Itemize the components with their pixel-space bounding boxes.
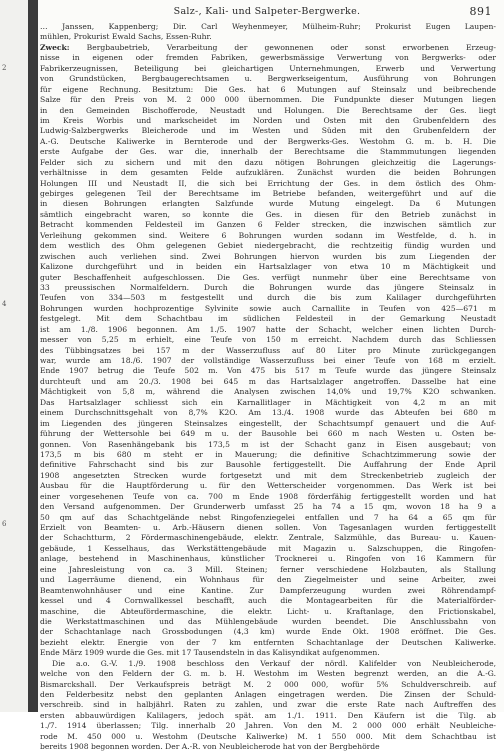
text-line-content: bereits 1908 begonnen worden. Der A.-R. von Neubleicherode hat von der Bergbehörde <box>40 742 380 752</box>
text-line-content: sämtlich eingebracht waren, so konnte die Ges. in diesen für den Betrieb zunächst in <box>40 209 496 219</box>
text-line-content: festgelegt. Mit dem Schachtbau im südlichen Feldesteil in der Gemarkung Neustadt <box>40 314 496 324</box>
text-line-content: zwischen auch verliehen sind. Zwei Bohrungen hiervon wurden bis zum Liegenden der <box>40 251 496 261</box>
text-line <box>40 241 496 251</box>
text-line <box>40 137 496 147</box>
text-line <box>40 586 496 596</box>
text-line-content: Ende 1907 betrug die Teufe 502 m. Von 475 bis 517 m Teufe wurde das jüngere Steinsalz <box>40 366 496 376</box>
margin-mark: 6 <box>2 520 7 528</box>
text-line-content: im Liegenden des jüngeren Steinsalzes eingestellt, der Schachtsumpf genauert und die Auf- <box>40 418 496 428</box>
text-line <box>40 742 496 752</box>
text-line-content: dem westlich des Ohm gelegenen Gebiet niedergebracht, die rechtzeitig fündig wurden und <box>40 241 496 251</box>
text-line-content: welche von den Feldern der G. m. b. H. Westohm im Westen begrenzt werden, an die A.-G. <box>40 669 496 679</box>
text-line <box>40 502 496 512</box>
text-line <box>40 147 496 157</box>
text-line-content: Bohrungen wurden hochprozentige Sylvinite sowie auch Carnallite in Teufen von 425—671 m <box>40 303 496 313</box>
text-line-content: rode M. 450 000 u. Westohm (Deutsche Kaliwerke) M. 1 550 000. Mit dem Schachtbau ist <box>40 731 496 741</box>
text-line-content: Erzielt von Beamten- u. Arb.-Häusern dienen sollen. Von Tagesanlagen wurden fertiggestellt <box>40 523 496 532</box>
text-line <box>40 680 496 690</box>
text-line-content: für eigene Rechnung. Besitztum: Die Ges. hat 6 Mutungen auf Steinsalz und beibrechende <box>40 84 496 94</box>
text-line-content: Ausbau für die Hauptförderung u. für den Wetterscheider vorgenommen. Das Werk ist bei <box>40 481 496 491</box>
text-line <box>40 648 496 658</box>
text-line <box>40 387 496 397</box>
text-line-content: in den Gemeinden Bischofferode, Neustadt und Holungen. Die Berechtsame der Ges. liegt <box>40 105 496 115</box>
text-line <box>40 408 496 418</box>
text-line-content: einem Durchschnittsgehalt von 8,7% K2O. Am 13./4. 1908 wurde das Abteufen bei 680 m <box>40 408 496 418</box>
text-line <box>40 419 496 429</box>
text-line-content: A.-G. Deutsche Kaliwerke in Bernterode und der Bergwerks-Ges. Westohm G. m. b. H. Die <box>40 136 496 146</box>
text-line <box>40 126 496 136</box>
text-line <box>40 189 496 199</box>
text-line <box>40 607 496 617</box>
text-line <box>40 106 496 116</box>
text-line <box>40 356 496 366</box>
text-line-content: Mächtigkeit von 5,8 m, während die Analysen zwischen 14,0% und 19,7% K2O schwanken. <box>40 387 496 397</box>
text-line-content: den Versand aufgenommen. Der Grunderwerb umfasst 25 ha 74 a 15 qm, wovon 18 ha 9 a <box>40 502 496 512</box>
text-line-content: führung der Wettersohle bei 649 m u. der Bausohle bei 660 m nach Westen u. Osten be- <box>40 429 496 439</box>
text-line-content: messer von 5,25 m erhielt, eine Teufe von 150 m erreicht. Nachdem durch das Schliessen <box>40 335 496 345</box>
text-line-content: durchteuft und am 20./3. 1908 bei 645 m das Hartsalzlager angetroffen. Dasselbe hat eine <box>40 376 496 386</box>
text-line <box>40 43 496 53</box>
text-line-content: 33 preussischen Normalfeldern. Durch die Bohrungen wurde das jüngere Steinsalz in <box>40 282 496 292</box>
text-line <box>40 492 496 502</box>
text-line-content: Ludwig-Salzbergwerks Bleicherode und im Westen und Süden mit den Grubenfeldern der <box>40 126 496 136</box>
text-line-content: im Kreis Worbis und markscheidet im Norden und Osten mit den Grubenfeldern des <box>40 115 496 125</box>
text-line-content: Holungen III und Neustadt II, die sich bei Errichtung der Ges. in dem östlich des Ohm- <box>40 178 496 188</box>
text-line <box>40 64 496 74</box>
margin-mark: 2 <box>2 64 7 72</box>
text-line-content: war, wurde am 18./6. 1907 der vollständige Wasserzufluss bei einer Teufe von 168 m erzielt. <box>40 356 496 365</box>
text-line-content: 173,5 m bis 680 m steht er in Mauerung; die definitive Schachtzimmerung sowie der <box>40 449 496 459</box>
text-line-content: gebäude, 1 Kesselhaus, das Werkstättengebäude mit Magazin u. Salzschuppen, die Ringofen- <box>40 543 496 553</box>
text-line-content: den Felderbesitz nebst den geplanten Anlagen eingetragen werden. Die Zinsen der Schuld- <box>40 690 496 699</box>
text-line <box>40 659 496 669</box>
text-line <box>40 513 496 523</box>
text-line <box>40 732 496 742</box>
text-line-content: kessel und 4 Cornwallkessel beschafft, auch die Montagearbeiten für die Materialförder- <box>40 596 496 606</box>
text-line-content: anlage, bestehend in Maschinenhaus, künstlicher Trocknerei u. Ringofen von 16 Kammern für <box>40 554 496 564</box>
text-line-content: Bismarckshall. Der Verkaufspreis beträgt M. 2 000 000, wofür 5% Schuldverschreib. auf <box>40 679 496 689</box>
text-line-content: von Grundstücken, Bergbaugerechtsamen u. Bergwerkseigentum, Ausführung von Bohrungen <box>40 74 496 84</box>
page-number: 891 <box>469 5 492 18</box>
text-line <box>40 575 496 585</box>
text-line <box>40 617 496 627</box>
text-line <box>40 32 496 42</box>
text-line <box>40 523 496 533</box>
text-line <box>40 627 496 637</box>
text-line-content: maschine, die Abteufördermaschine, die elektr. Licht- u. Kraftanlage, den Frictionskabel, <box>40 606 496 616</box>
text-line <box>40 231 496 241</box>
text-line-content: und Lagerräume dienend, ein Wohnhaus für den Ziegelmeister und seine Arbeiter, zwei <box>40 575 496 585</box>
text-line-content: einer vorgesehenen Teufe von ca. 700 m Ende 1908 förderfähig fertiggestellt worden und hat <box>40 491 496 501</box>
text-line-content: des Tübbingsatzes bei 157 m der Wasserzufluss auf 80 Liter pro Minute zurückgegangen <box>40 345 496 355</box>
text-line <box>40 721 496 731</box>
text-line <box>40 533 496 543</box>
text-line-content: Kalizone durchgeführt und in beiden ein Hartsalzlager von etwa 10 m Mächtigkeit und <box>40 262 496 272</box>
text-line <box>40 304 496 314</box>
text-line-content: guter Beschaffenheit aufgeschlossen. Die Ges. verfügt nunmehr über eine Berechtsame von <box>40 272 496 282</box>
text-line <box>40 481 496 491</box>
text-line <box>40 669 496 679</box>
text-line-content: gonnen. Von Rasenhängebank bis 173,5 m ist der Schacht ganz in Eisen ausgebaut; von <box>40 439 496 449</box>
text-line <box>40 95 496 105</box>
text-line-content: 1./7. 1914 überlassen; Tilg. innerhalb 20 Jahren. Von den M. 2 000 000 erhält Neubleiche- <box>40 721 496 731</box>
text-line-content: verhältnisse in dem gesamten Felde aufzuklären. Zunächst wurden die beiden Bohrungen <box>40 168 496 178</box>
text-line <box>40 179 496 189</box>
text-line-content: Felder sich zu sichern und mit den dazu nötigen Bohrungen gleichzeitig die Lagerungs- <box>40 157 496 167</box>
text-line-content: Fabrikerzeugnissen, Beteiligung bei gleichartigen Unternehmungen, Erwerb und Verwertung <box>40 63 496 73</box>
section-lead: Zweck: <box>40 42 70 52</box>
text-line-content: der Schachtturm, 2 Fördermaschinengebäude, elektr. Zentrale, Salzmühle, das Bureau- u. Kauen- <box>40 533 496 543</box>
text-line <box>40 711 496 721</box>
text-line <box>40 346 496 356</box>
text-line <box>40 554 496 564</box>
text-line <box>40 168 496 178</box>
text-line <box>40 210 496 220</box>
text-line <box>40 366 496 376</box>
text-line <box>40 116 496 126</box>
text-line-content: Betracht kommenden Feldesteil im Ganzen 6 Felder strecken, die inzwischen sämtlich zur <box>40 220 496 230</box>
text-line-content: Bergbaubetrieb, Verarbeitung der gewonnenen oder sonst erworbenen Erzeug- <box>69 42 496 52</box>
text-line <box>40 53 496 63</box>
text-line <box>40 220 496 230</box>
facing-page-edge <box>0 0 28 712</box>
text-line-content: verschreib. sind in halbjährl. Raten zu zahlen, und zwar die erste Rate nach Auftreffen des <box>40 700 496 710</box>
text-line-content: 1908 angesetzten Strecken wurde fortgesetzt und mit dem Streckenbetrieb zugleich der <box>40 470 496 480</box>
text-line <box>40 85 496 95</box>
book-spine-shadow <box>28 0 38 712</box>
text-line <box>40 158 496 168</box>
text-line-content: ist am 1./8. 1906 begonnen. Am 1./5. 1907 hatte der Schacht, welcher einen lichten Durch- <box>40 324 496 334</box>
text-line-content: Das Hartsalzlager schliesst sich ein Karnallitlager in Mächtigkeit von 4,2 m an mit <box>40 397 496 407</box>
text-line-content: mühlen, Prokurist Ewald Sachs, Essen-Ruhr. <box>40 32 212 42</box>
text-line-content: die Werkstattmaschinen und das Mühlengebäude wurden beendet. Die Anschlussbahn von <box>40 616 496 626</box>
text-line-content: bezieht elektr. Energie von der 7 km entfernten Schachtanlage der Deutschen Kaliwerke. <box>40 637 496 647</box>
text-line <box>40 22 496 32</box>
text-line-content: Salze für den Preis von M. 2 000 000 übernommen. Die Fundpunkte dieser Mutungen liegen <box>40 95 496 105</box>
text-line-content: Ende März 1909 wurde die Ges. mit 17 Tausendsteln in das Kalisyndikat aufgenommen. <box>40 648 380 658</box>
text-line <box>40 262 496 272</box>
text-line <box>40 440 496 450</box>
page-header <box>40 6 494 20</box>
text-line-content: definitive Fahrschacht sind bis zur Bausohle fertiggestellt. Die Auffahrung der Ende April <box>40 460 496 470</box>
text-line-content: Teufen von 334—503 m festgestellt und durch die bis zum Kalilager durchgeführten <box>40 293 496 303</box>
text-line <box>40 335 496 345</box>
text-line <box>40 398 496 408</box>
text-line-content: in diesen Bohrungen erlangten Salzfunde wurde Mutung eingelegt. Da 6 Mutungen <box>40 199 496 209</box>
text-line <box>40 283 496 293</box>
text-line-content: nisse in eigenen oder fremden Fabriken, gewerbsmässige Verwertung von Bergwerks- oder <box>40 53 496 63</box>
text-line <box>40 325 496 335</box>
text-line <box>40 74 496 84</box>
text-line <box>40 471 496 481</box>
text-line <box>40 273 496 283</box>
text-line <box>40 252 496 262</box>
text-line <box>40 293 496 303</box>
text-line-content: ersten abbauwürdigen Kalilagers, jedoch spät. am 1./1. 1911. Den Käufern ist die Tilg. ab <box>40 710 496 720</box>
text-line <box>40 199 496 209</box>
text-line <box>40 377 496 387</box>
text-line <box>40 544 496 554</box>
text-line-content: eine Jahresleistung von ca. 3 Mill. Steinen; ferner verschiedene Holzbauten, als Stallung <box>40 564 496 574</box>
text-line <box>40 429 496 439</box>
text-line-content: Beamtenwohnhäuser und eine Kantine. Zur Dampferzeugung wurden zwei Röhrendampf- <box>40 585 496 595</box>
text-line-content: Die a.o. G.-V. 1./9. 1908 beschloss den Verkauf der nördl. Kalifelder von Neubleicherode, <box>52 658 496 668</box>
text-line-content: … Janssen, Kappenberg; Dir. Carl Weyhenmeyer, Mülheim-Ruhr; Prokurist Eugen Laupen- <box>40 22 496 31</box>
text-line-content: gebirges gelegenen Teil der Berechtsame im Betriebe befanden, weitergeführt und auf die <box>40 189 496 198</box>
text-line <box>40 638 496 648</box>
text-line <box>40 450 496 460</box>
text-line-content: 50 qm auf das Schachtgelände nebst Ringofenziegelei entfallen und 7 ha 64 a 65 qm für <box>40 512 496 522</box>
body-text <box>40 22 496 753</box>
text-line-content: der Schachtanlage nach Grossbodungen (4,3 km) wurde Ende Okt. 1908 eröffnet. Die Ges. <box>40 627 496 637</box>
text-line-content: Verleihung gekommen sind. Weitere 6 Bohrungen wurden sodann im Westfelde, d. h. in <box>40 230 496 240</box>
text-line <box>40 596 496 606</box>
text-line <box>40 565 496 575</box>
text-line-content: erste Aufgabe der Ges. war die, innerhalb der Berechtsame die Stammmutungen liegenden <box>40 147 496 157</box>
text-line <box>40 700 496 710</box>
margin-mark: 4 <box>2 300 7 308</box>
text-line <box>40 314 496 324</box>
text-line <box>40 690 496 700</box>
text-line <box>40 460 496 470</box>
running-head: Salz-, Kali- und Salpeter-Bergwerke. <box>173 6 361 17</box>
